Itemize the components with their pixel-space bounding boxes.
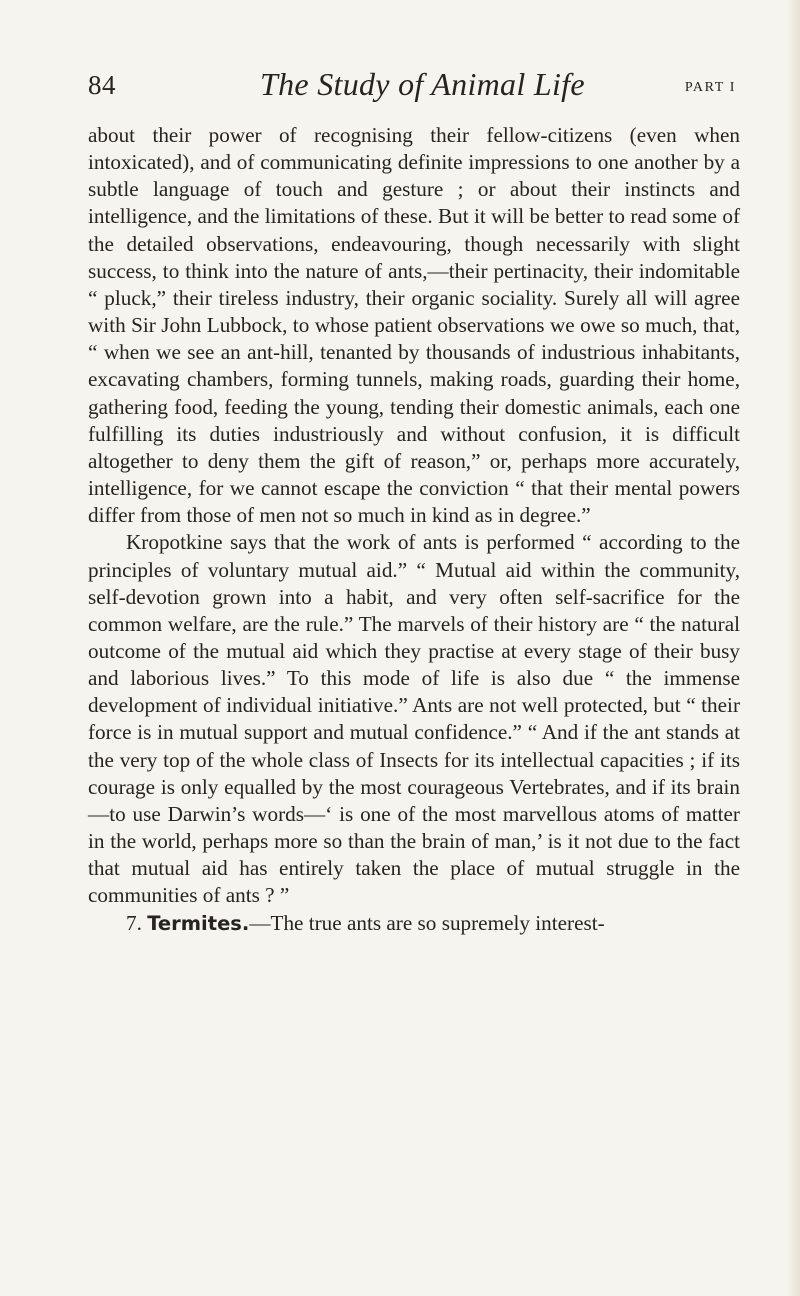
section-title: Termites. bbox=[147, 911, 250, 935]
paragraph-kropotkine: Kropotkine says that the work of ants is performed “ according to the principles of voluntary mutual aid.” “ Mutual aid within the community, self-devotion grown into a habit, and very often self-sacrifice for the common welfare, are the rule.” The marvels of their history are “ the natural outcome of the mutual aid which they practise at every stage of their busy and laborious lives.” To this mode of life is also due “ the immense development of individual initiative.” Ants are not well protected, but “ their force is in mutual support and mutual confidence.” “ And if the ant stands at the very top of the whole class of Insects for its intellectual capacities ; if its courage is only equalled by the most courageous Vertebrates, and if its brain—to use Darwin’s words—‘ is one of the most marvellous atoms of matter in the world, perhaps more so than the brain of man,’ is it not due to the fact that mutual aid has entirely taken the place of mutual struggle in the communities of ants ? ” bbox=[88, 530, 740, 908]
running-title: The Study of Animal Life bbox=[260, 66, 585, 102]
paragraph-continued: about their power of recognising their fellow-citizens (even when intoxicated), and of communicating definite impressions to one another by a subtle language of touch and gesture ; or about their instincts and intelligence, and the limitations of these. But it will be better to read some of the detailed observations, endeavouring, though necessarily with slight success, to think into the nature of ants,—their pertinacity, their indomitable “ pluck,” their tireless industry, their organic sociality. Surely all will agree with Sir John Lubbock, to whose patient observations we owe so much, that, “ when we see an ant-hill, tenanted by thousands of industrious inhabitants, excavating chambers, forming tunnels, making roads, guarding their home, gathering food, feeding the young, tending their domestic animals, each one fulfilling its duties industriously and without confusion, it is difficult altogether to deny them the gift of reason,” or, perhaps more accurately, intelligence, for we cannot escape the conviction “ that their mental powers differ from those of men not so much in kind as in degree.” bbox=[88, 123, 740, 528]
page-edge-shadow bbox=[786, 0, 800, 1296]
page-number: 84 bbox=[88, 70, 116, 100]
body-text bbox=[88, 122, 740, 937]
section-text: —The true ants are so supremely interest- bbox=[249, 910, 605, 935]
running-head bbox=[88, 66, 738, 106]
part-label: PART I bbox=[684, 80, 736, 95]
section-number: 7. bbox=[126, 910, 142, 935]
section-termites bbox=[88, 910, 740, 937]
